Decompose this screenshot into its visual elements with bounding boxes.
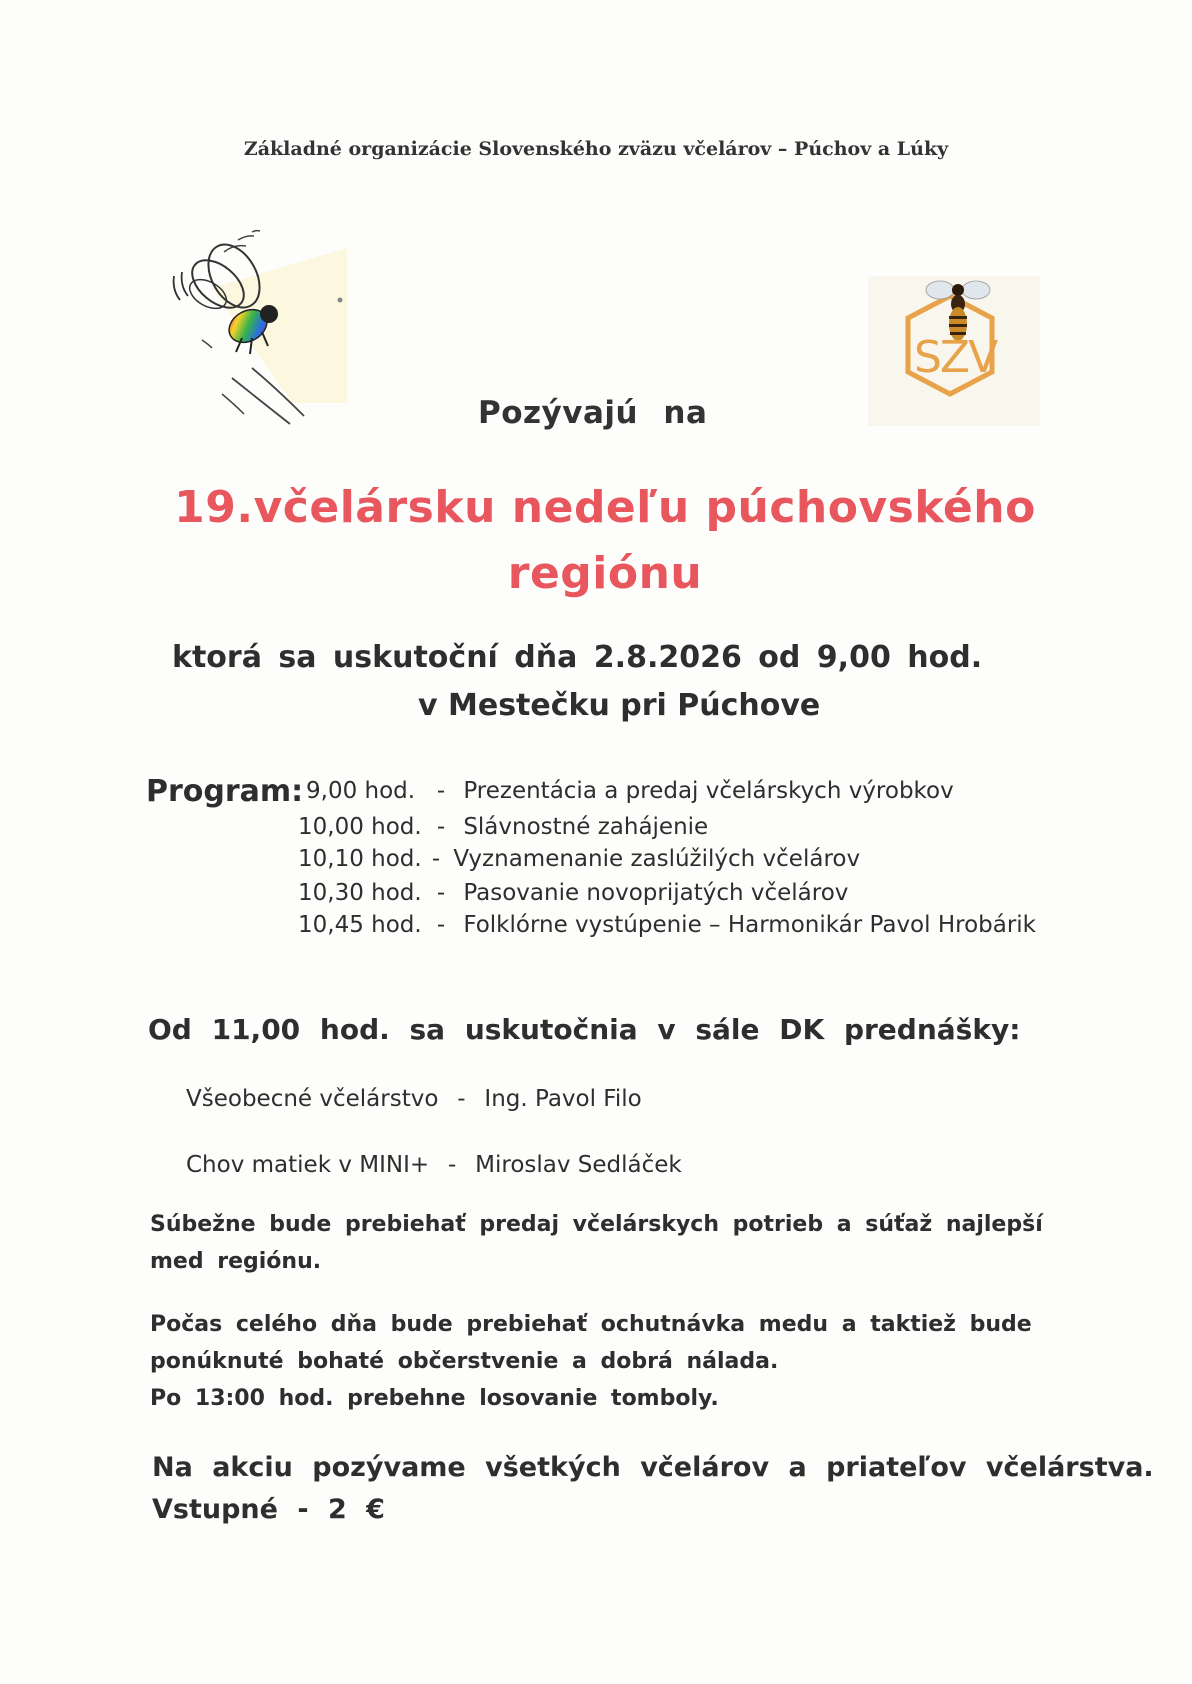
paragraph-line: ponúknuté bohaté občerstvenie a dobrá nálada. <box>150 1349 779 1374</box>
program-dash: - <box>436 880 446 906</box>
lecture-topic: Chov matiek v MINI+ <box>186 1152 430 1178</box>
event-date-line: ktorá sa uskutoční dňa 2.8.2026 od 9,00 hod. <box>172 640 983 675</box>
event-title-line-1: 19.včelársku nedeľu púchovského <box>174 482 1036 533</box>
szv-logo <box>868 276 1040 426</box>
concurrent-sale-paragraph <box>150 1206 1043 1280</box>
paragraph-line: Súbežne bude prebiehať predaj včelárskych potrieb a súťaž najlepší <box>150 1212 1043 1237</box>
closing-invitation: Na akciu pozývame všetkých včelárov a priateľov včelárstva. <box>152 1452 1154 1483</box>
program-time: 10,10 hod. <box>298 846 422 872</box>
program-activity: Slávnostné zahájenie <box>463 814 709 840</box>
lecture-speaker: Miroslav Sedláček <box>475 1152 682 1178</box>
organization-header <box>0 138 1192 160</box>
paragraph-line: Počas celého dňa bude prebiehať ochutnávka medu a taktiež bude <box>150 1312 1032 1337</box>
program-time: 10,45 hod. <box>298 912 422 938</box>
program-activity: Folklórne vystúpenie – Harmonikár Pavol Hrobárik <box>463 912 1036 938</box>
admission-fee: Vstupné - 2 € <box>152 1494 385 1525</box>
program-item <box>298 846 860 872</box>
event-title-line-2: regiónu <box>507 548 703 599</box>
event-location-line: v Mestečku pri Púchove <box>418 688 821 723</box>
lecture-speaker: Ing. Pavol Filo <box>484 1086 642 1112</box>
program-time: 9,00 hod. <box>306 778 416 804</box>
lecture-dash: - <box>447 1152 457 1178</box>
invite-text: Pozývajú na <box>478 395 708 431</box>
paragraph-line: Po 13:00 hod. prebehne losovanie tomboly. <box>150 1386 719 1411</box>
program-time: 10,00 hod. <box>298 814 422 840</box>
lecture-item <box>186 1086 642 1112</box>
lecture-dash: - <box>457 1086 466 1112</box>
program-item <box>298 880 848 906</box>
paragraph-line: med regiónu. <box>150 1249 322 1274</box>
invite-heading <box>478 395 707 431</box>
program-item <box>306 778 954 804</box>
program-dash: - <box>436 778 446 804</box>
program-activity: Prezentácia a predaj včelárskych výrobkov <box>463 778 954 804</box>
lecture-topic: Všeobecné včelárstvo <box>186 1086 439 1112</box>
program-activity: Pasovanie novoprijatých včelárov <box>463 880 849 906</box>
lectures-heading: Od 11,00 hod. sa uskutočnia v sále DK prednášky: <box>148 1013 1021 1046</box>
program-item <box>298 814 708 840</box>
organization-text: Základné organizácie Slovenského zväzu včelárov – Púchov a Lúky <box>243 138 949 160</box>
program-dash: - <box>436 912 446 938</box>
lecture-item <box>186 1152 682 1178</box>
program-dash: - <box>431 846 441 872</box>
program-label: Program: <box>146 774 304 809</box>
bee-illustration <box>172 228 352 438</box>
program-dash: - <box>436 814 446 840</box>
logo-text: SZV <box>914 332 997 383</box>
flying-bee-icon <box>172 228 352 438</box>
program-time: 10,30 hod. <box>298 880 422 906</box>
program-activity: Vyznamenanie zaslúžilých včelárov <box>453 846 861 872</box>
tasting-paragraph <box>150 1306 1032 1417</box>
program-item <box>298 912 1036 938</box>
